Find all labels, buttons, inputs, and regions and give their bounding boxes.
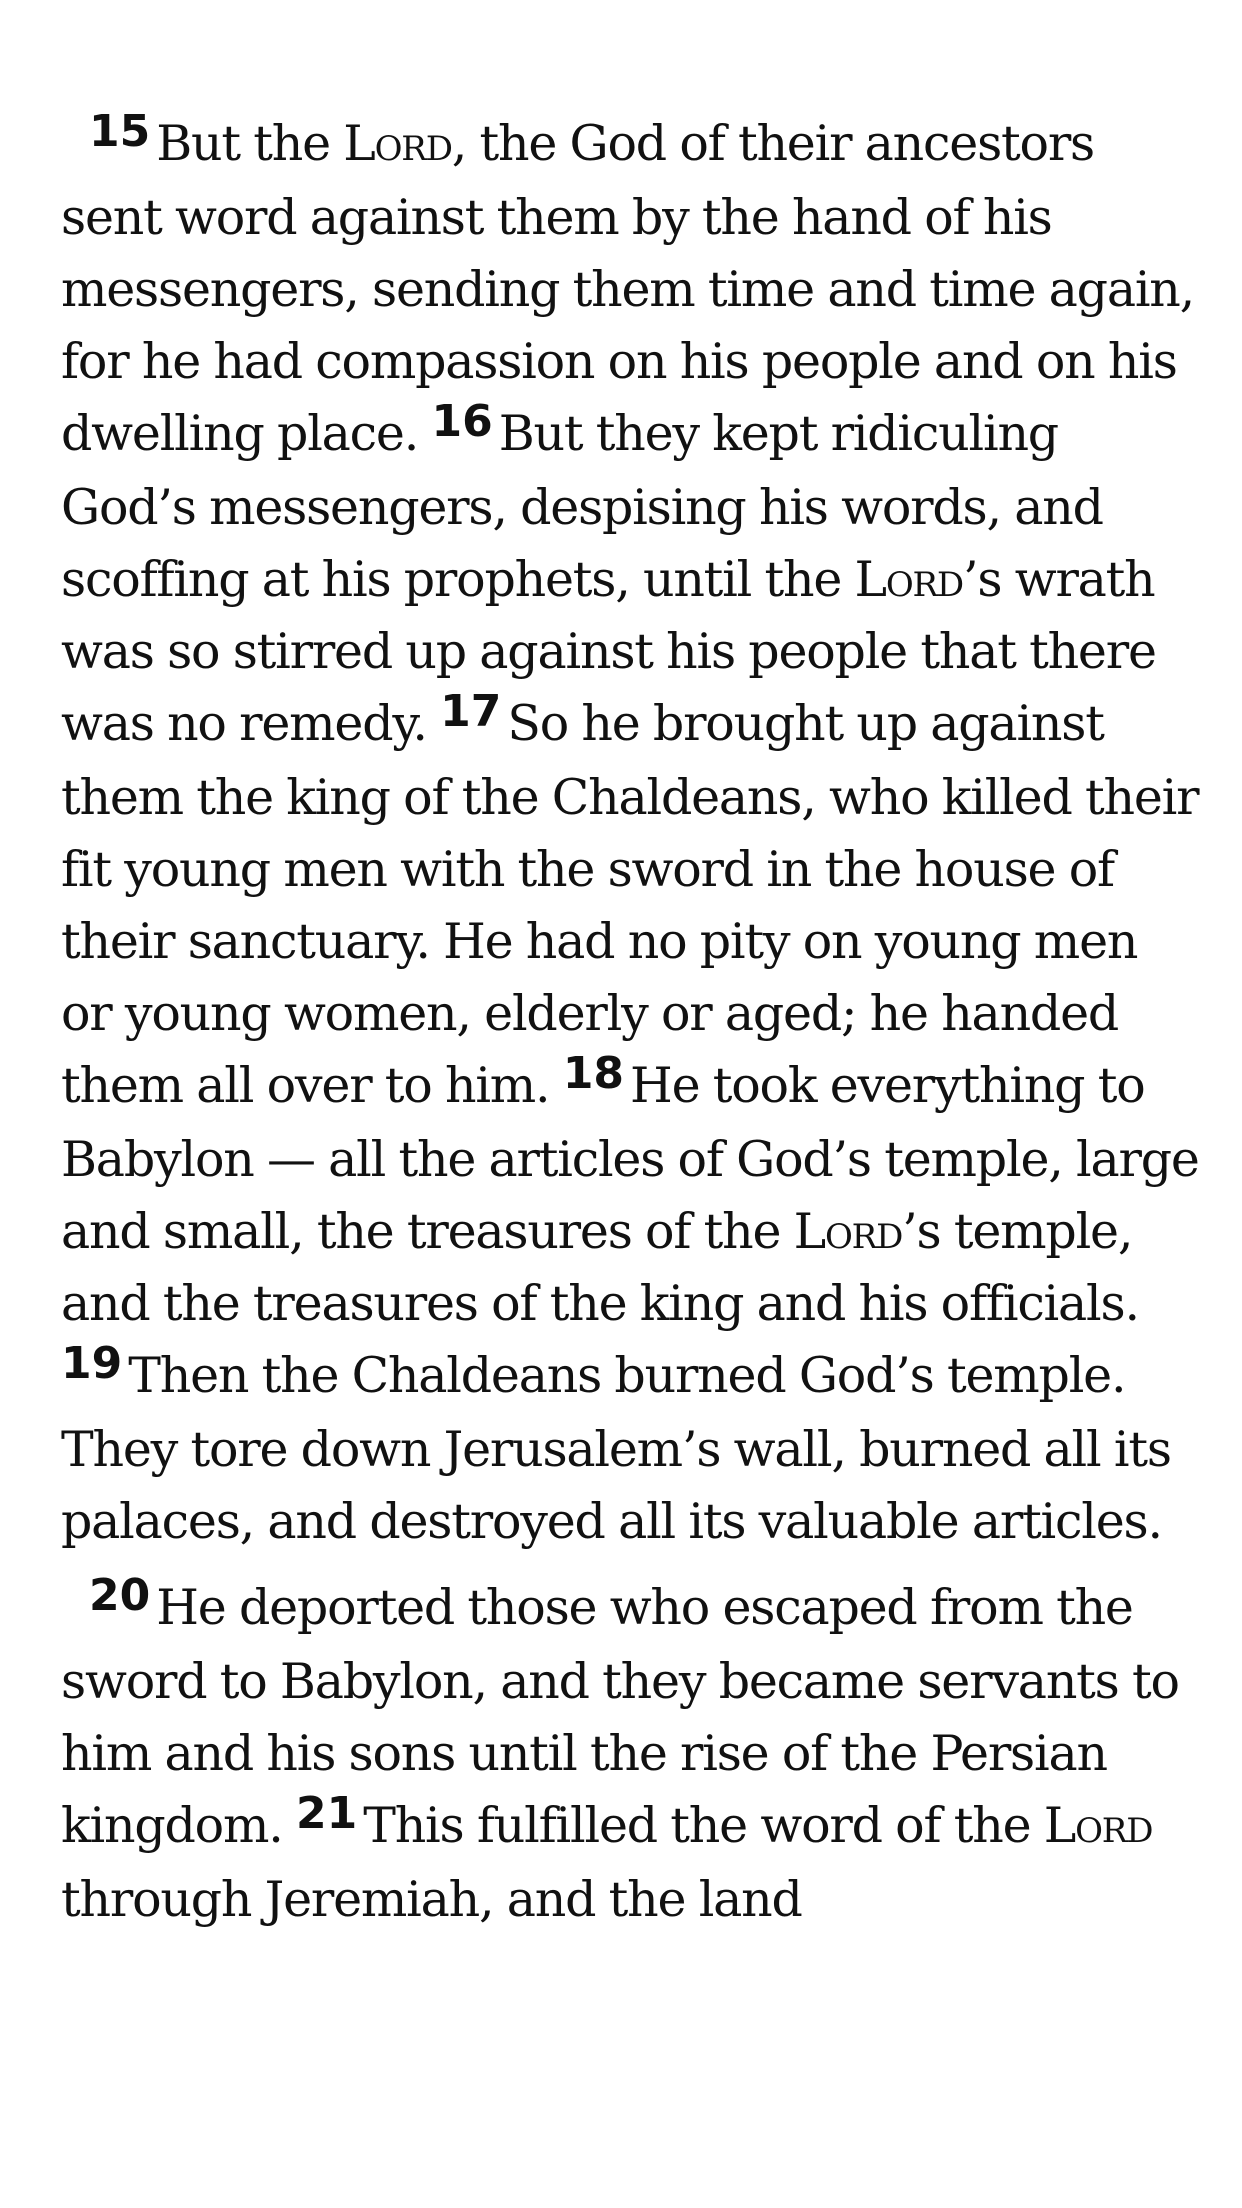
verse-number: 21 <box>295 1788 358 1839</box>
divine-name: Lord <box>793 1203 903 1260</box>
verse-number: 15 <box>89 106 151 157</box>
verse-text: Then the Chaldeans burned God’s temple. They tore down Jerusalem’s wall, burned all its palaces, and destroyed all its valuable articles. <box>61 1347 1171 1550</box>
divine-name: Lord <box>1043 1797 1153 1854</box>
paragraph-2 <box>61 1572 1201 1936</box>
verse-text: He took everything to Babylon — all the articles of God’s temple, large and small, the treasures of the <box>61 1057 1199 1260</box>
paragraph-1 <box>61 108 1201 1558</box>
verse-number: 19 <box>61 1338 123 1389</box>
divine-name: Lord <box>854 551 963 608</box>
verse-text: But they kept ridiculing God’s messengers, despising his words, and scoffing at his prophets, until the <box>61 405 1103 608</box>
verse-text: So he brought up against them the king of the Chaldeans, who killed their fit young men with the sword in the house of their sanctuary. He had no pity on young men or young women, elderly or aged; he handed them all over to him. <box>61 695 1199 1114</box>
verse-text: But the <box>156 115 344 172</box>
reading-pane <box>61 108 1201 1950</box>
verse-text: He deported those who escaped from the sword to Babylon, and they became servants to him and his sons until the rise of the Persian kingdom. <box>61 1579 1179 1854</box>
verse-text: ’s temple, and the treasures of the king and his officials. <box>61 1203 1139 1332</box>
verse-text: , the God of their ancestors sent word against them by the hand of his messengers, sending them time and time again, for he had compassion on his people and on his dwelling place. <box>61 115 1195 462</box>
verse-number: 20 <box>89 1570 151 1621</box>
verse-text: through Jeremiah, and the land <box>61 1871 802 1928</box>
verse-text: ’s wrath was so stirred up against his people that there was no remedy. <box>61 551 1156 752</box>
verse-text: This fulfilled the word of the <box>363 1797 1044 1854</box>
verse-19[interactable] <box>61 1338 1171 1550</box>
verse-number: 16 <box>431 396 493 447</box>
verse-number: 18 <box>562 1048 625 1099</box>
divine-name: Lord <box>343 115 452 172</box>
verse-number: 17 <box>440 686 502 737</box>
verse-17[interactable] <box>61 686 1199 1114</box>
